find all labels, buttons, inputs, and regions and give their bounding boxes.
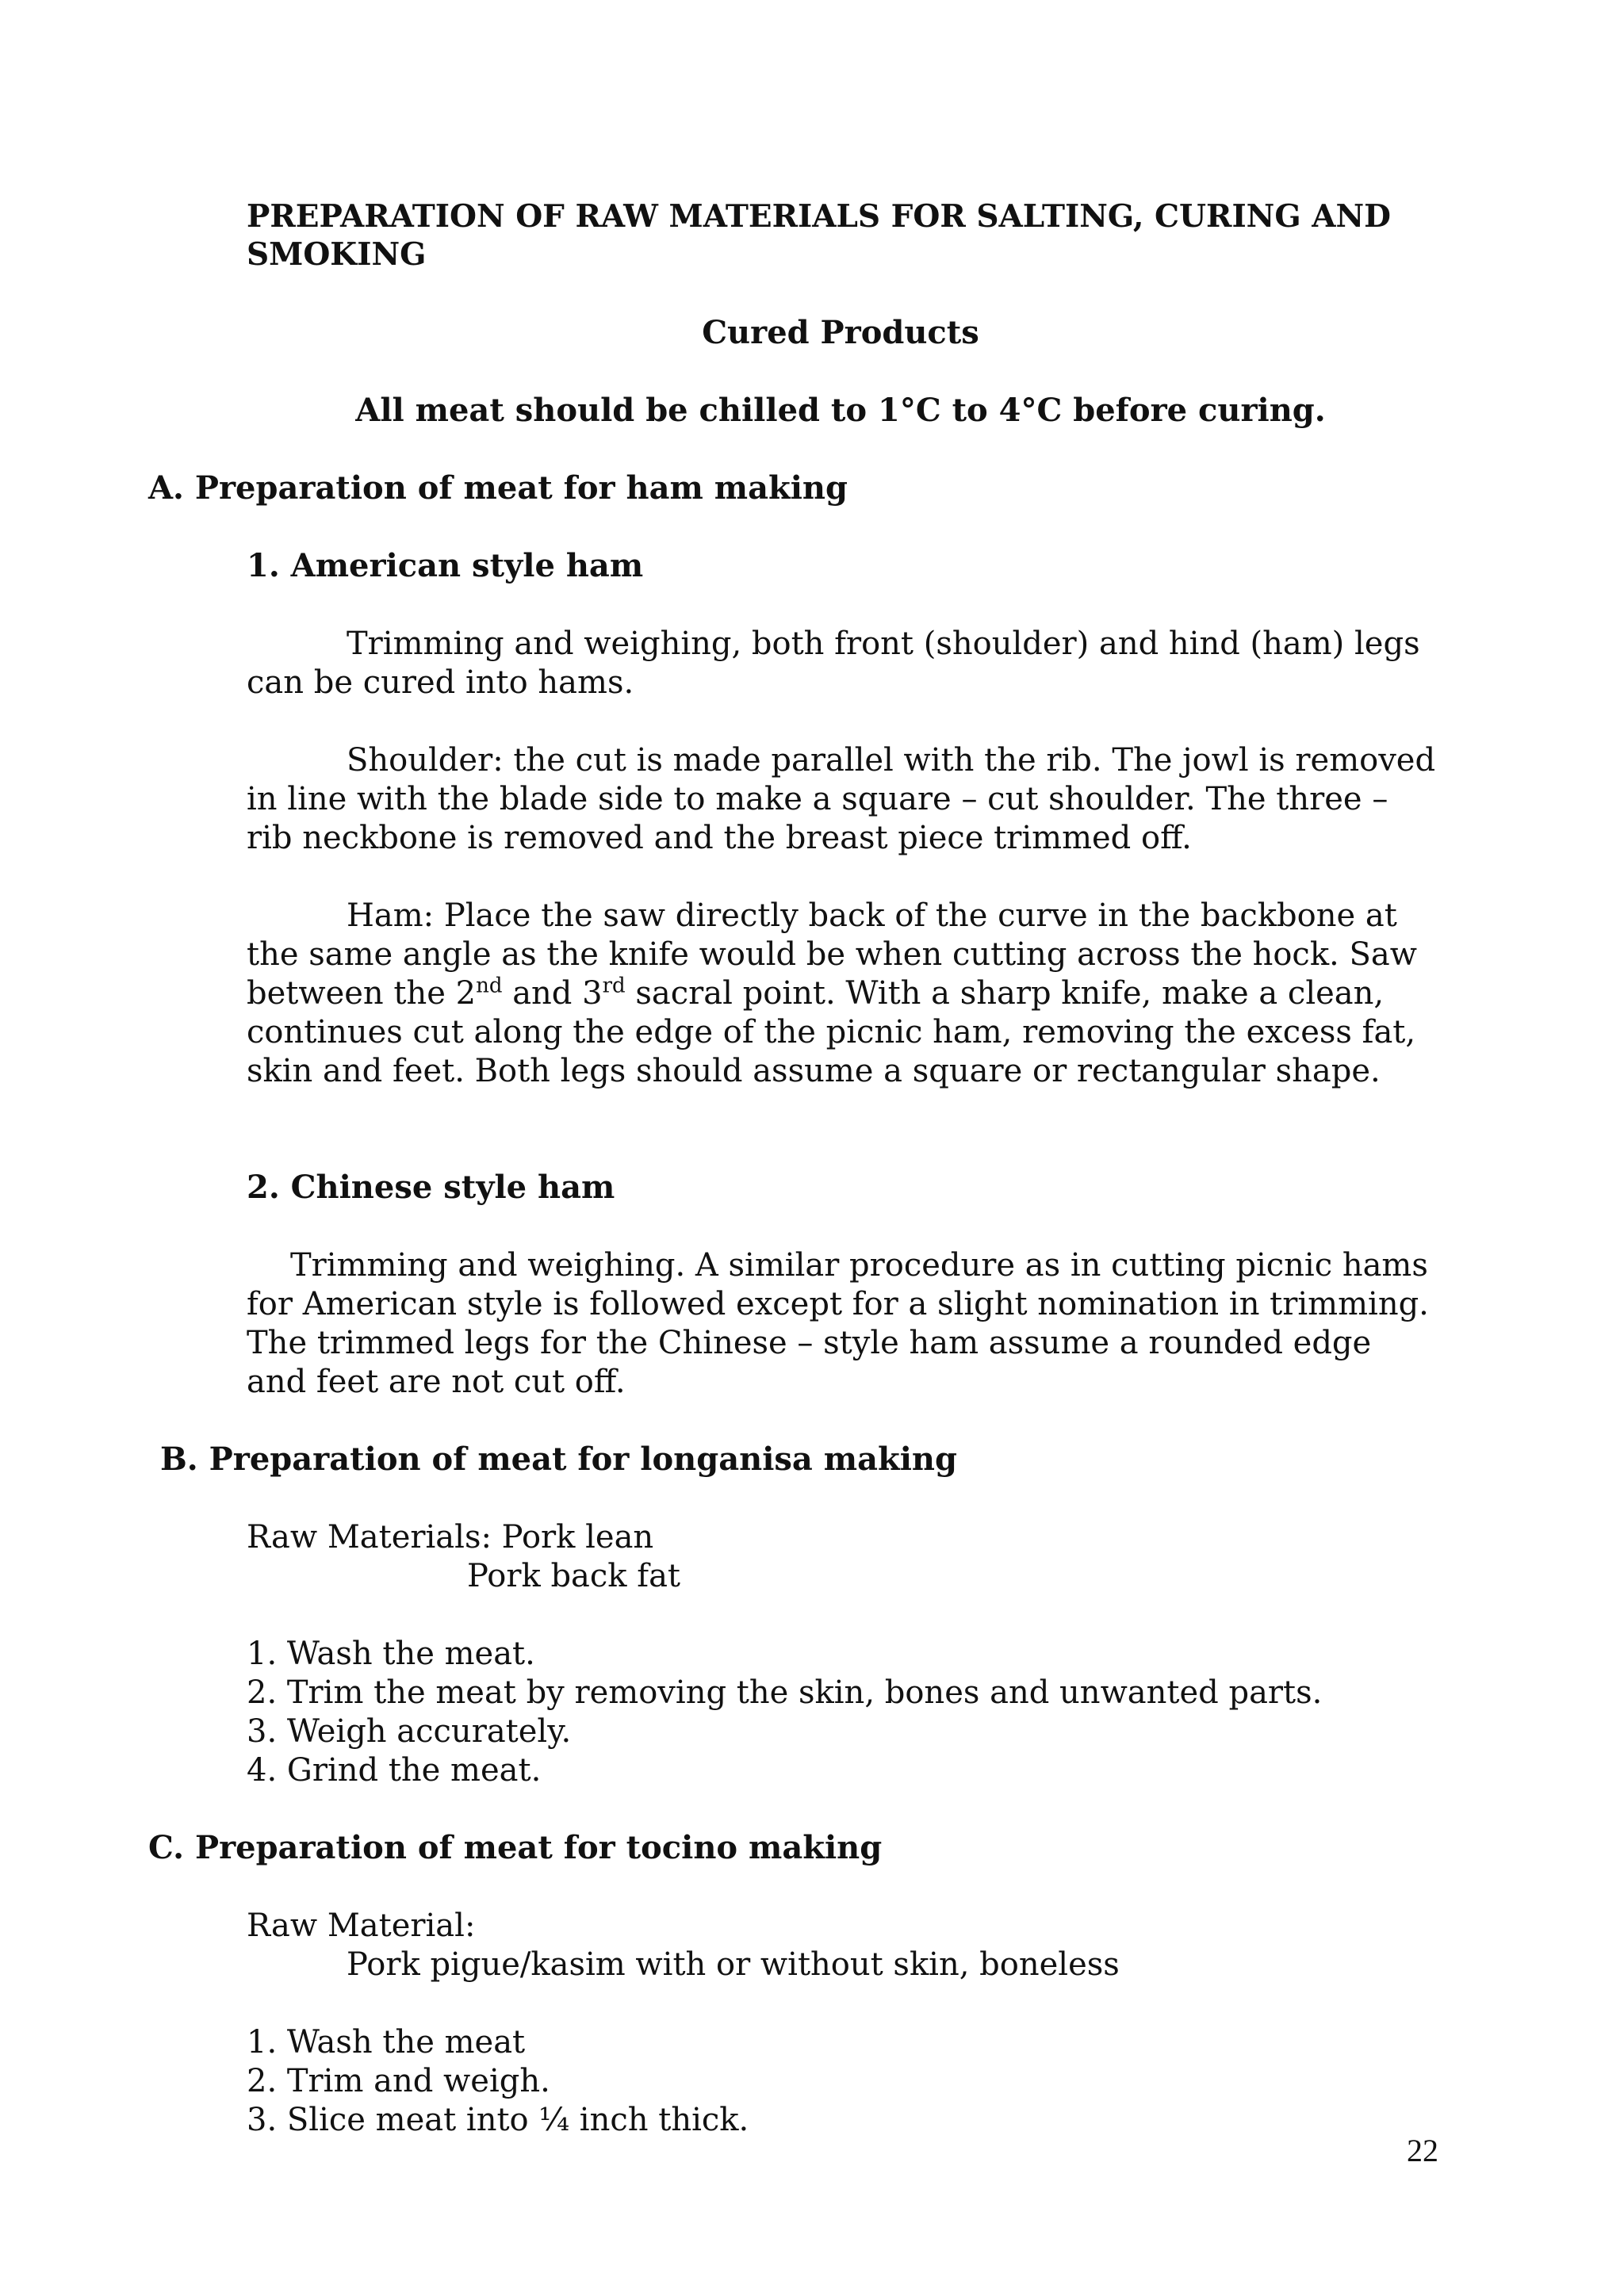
page-title-line1: PREPARATION OF RAW MATERIALS FOR SALTING, CURING AND (247, 198, 1391, 235)
chinese-ham-heading: 2. Chinese style ham (247, 1169, 615, 1206)
raw-material-item: Pork pigue/kasim with or without skin, boneless (347, 1946, 1120, 1983)
paragraph-line: continues cut along the edge of the picnic ham, removing the excess fat, (247, 1014, 1416, 1050)
paragraph-line: skin and feet. Both legs should assume a square or rectangular shape. (247, 1053, 1381, 1089)
paragraph-line: and feet are not cut off. (247, 1364, 626, 1400)
paragraph-line: rib neckbone is removed and the breast piece trimmed off. (247, 820, 1192, 856)
paragraph-line: Ham: Place the saw directly back of the curve in the backbone at (347, 897, 1397, 934)
list-item: 3. Weigh accurately. (247, 1713, 572, 1750)
list-item: 1. Wash the meat. (247, 1636, 535, 1672)
list-item: 3. Slice meat into ¼ inch thick. (247, 2102, 749, 2138)
american-ham-heading: 1. American style ham (247, 547, 644, 584)
list-item: 2. Trim the meat by removing the skin, bones and unwanted parts. (247, 1674, 1323, 1711)
list-item: 1. Wash the meat (247, 2024, 526, 2061)
paragraph-line: can be cured into hams. (247, 664, 634, 701)
paragraph-line: Trimming and weighing. A similar procedure as in cutting picnic hams (290, 1247, 1428, 1284)
raw-material-label: Raw Material: (247, 1908, 476, 1944)
raw-material-item: Pork back fat (467, 1558, 680, 1594)
paragraph-line: the same angle as the knife would be when cutting across the hock. Saw (247, 936, 1417, 973)
section-a-heading: A. Preparation of meat for ham making (148, 469, 848, 507)
subtitle: Cured Products (702, 314, 979, 351)
paragraph-line: for American style is followed except for a slight nomination in trimming. (247, 1286, 1429, 1322)
page-title-line2: SMOKING (247, 236, 427, 273)
paragraph-line: Shoulder: the cut is made parallel with the rib. The jowl is removed (347, 742, 1436, 779)
page-number: 22 (1407, 2133, 1438, 2168)
chill-note: All meat should be chilled to 1°C to 4°C before curing. (355, 392, 1326, 429)
list-item: 2. Trim and weigh. (247, 2063, 550, 2099)
raw-materials-label: Raw Materials: Pork lean (247, 1519, 654, 1556)
section-c-heading: C. Preparation of meat for tocino making (148, 1829, 883, 1866)
paragraph-line: Trimming and weighing, both front (shoulder) and hind (ham) legs (347, 626, 1420, 662)
paragraph-line: in line with the blade side to make a square – cut shoulder. The three – (247, 781, 1388, 817)
list-item: 4. Grind the meat. (247, 1752, 542, 1789)
paragraph-line: between the 2nd and 3rd sacral point. With a sharp knife, make a clean, (247, 974, 1385, 1012)
paragraph-line: The trimmed legs for the Chinese – style ham assume a rounded edge (247, 1325, 1372, 1361)
section-b-heading: B. Preparation of meat for longanisa making (160, 1441, 957, 1478)
